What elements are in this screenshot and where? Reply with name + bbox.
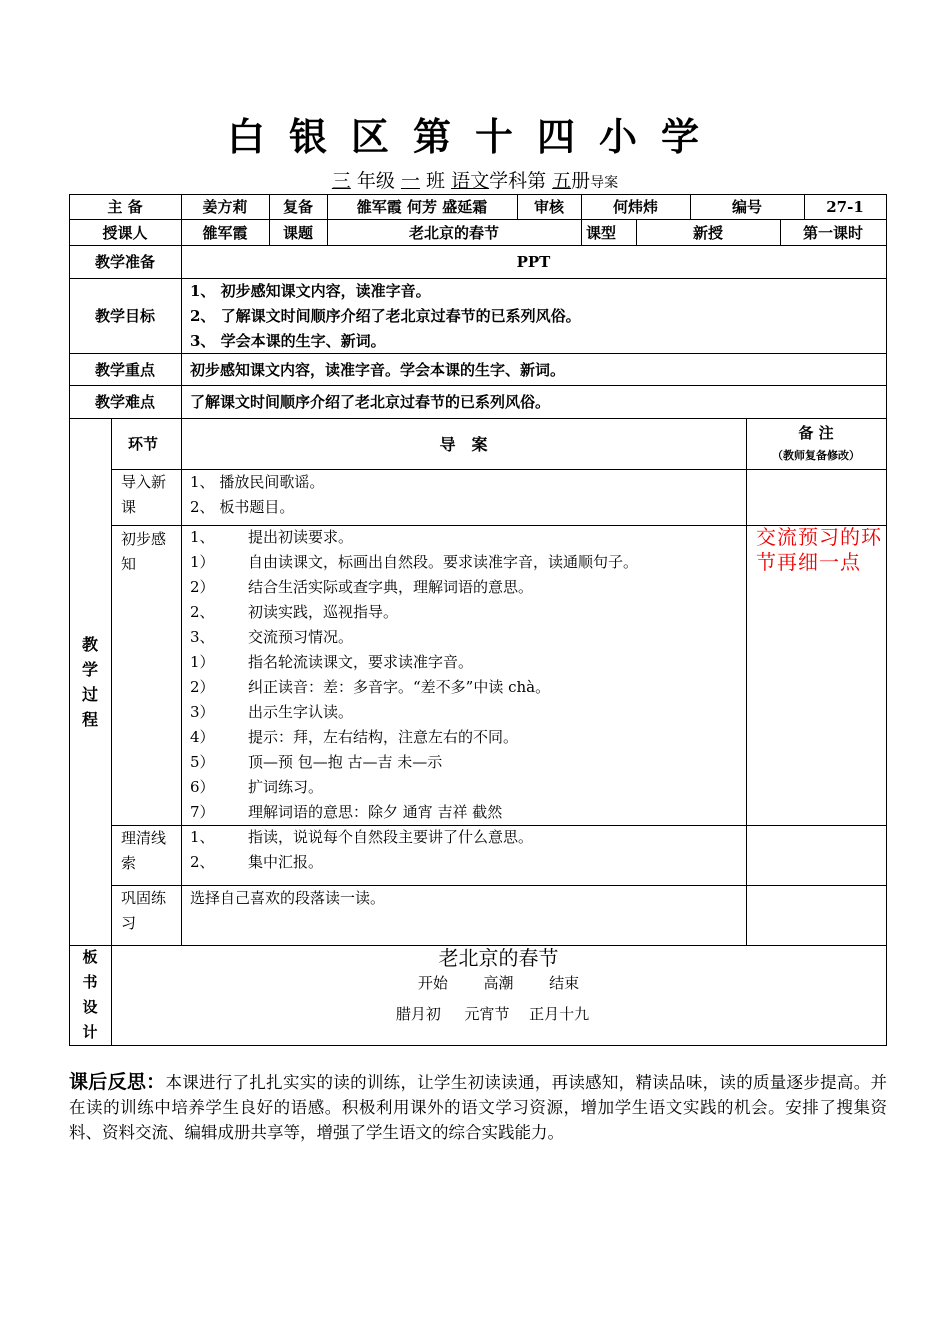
review-label: 复备	[282, 198, 313, 216]
item-number: 1、	[190, 528, 215, 546]
note-col-title: 备 注	[798, 424, 834, 442]
list-item	[190, 750, 740, 775]
stage-name-perceive: 初步感知	[121, 530, 167, 573]
plan-col-header: 导 案	[439, 435, 488, 454]
item-text: 播放民间歌谣。	[219, 473, 325, 491]
board-label-text: 板书设计	[82, 948, 98, 1041]
teacher-note: 交流预习的环节再细一点	[756, 525, 882, 574]
list-item	[190, 725, 740, 750]
teacher-value: 雒军霞	[202, 223, 248, 242]
topic-value: 老北京的春节	[408, 223, 499, 242]
school-title: 白银区第十四小学	[226, 114, 723, 159]
goals-label: 教学目标	[94, 307, 155, 325]
board-term: 高潮	[483, 974, 514, 992]
item-text: 顶—预 包—抱 古—吉 未—示	[248, 753, 443, 771]
item-number: 2）	[190, 578, 215, 596]
list-item	[190, 600, 740, 625]
item-text: 初读实践，巡视指导。	[248, 603, 399, 621]
item-text: 自由读课文，标画出自然段。要求读准字音，读通顺句子。	[248, 553, 639, 571]
stage-perceive-list	[190, 525, 740, 825]
list-item	[190, 575, 740, 600]
stage-name-intro: 导入新课	[121, 473, 167, 516]
board-term: 元宵节	[464, 1005, 510, 1023]
audit-label: 审核	[533, 198, 564, 216]
auditor-value: 何炜炜	[612, 198, 658, 216]
course-subtitle	[0, 166, 950, 193]
item-number: 2、	[190, 498, 215, 516]
board-term: 腊月初	[395, 1005, 441, 1023]
grade-suffix: 年级	[356, 170, 395, 192]
item-text: 集中汇报。	[248, 853, 324, 871]
item-number: 2、	[190, 853, 215, 871]
period-value: 第一课时	[802, 223, 863, 242]
key-label: 教学重点	[94, 360, 155, 379]
key-value: 初步感知课文内容，读准字音。学会本课的生字、新词。	[190, 360, 566, 379]
item-number: 4）	[190, 728, 215, 746]
stage-name-practice: 巩固练习	[121, 889, 167, 932]
diff-value: 了解课文时间顺序介绍了老北京过春节的已系列风俗。	[190, 393, 551, 411]
prep-label: 教学准备	[94, 253, 155, 271]
item-number: 1）	[190, 553, 215, 571]
process-label-text: 教学过程	[81, 634, 98, 729]
item-text: 出示生字认读。	[248, 703, 354, 721]
lead-value: 姜方莉	[202, 198, 248, 216]
list-item	[190, 800, 740, 825]
board-term: 开始	[417, 974, 448, 992]
type-value: 新授	[692, 223, 723, 242]
item-text: 交流预习情况。	[248, 628, 354, 646]
goals-list	[190, 279, 880, 354]
goal-item: 1、 初步感知课文内容，读准字音。	[190, 282, 431, 300]
board-row-2	[99, 1002, 886, 1027]
stage-name-clues: 理清线索	[121, 829, 167, 872]
list-item	[190, 470, 740, 495]
goal-item: 3、 学会本课的生字、新词。	[190, 332, 386, 350]
item-text: 指读，说说每个自然段主要讲了什么意思。	[248, 828, 534, 846]
stage-clues-list	[190, 825, 740, 875]
item-text: 理解词语的意思：除夕 通宵 吉祥 截然	[248, 803, 503, 821]
list-item	[190, 495, 740, 520]
list-item	[190, 650, 740, 675]
class-suffix: 班	[426, 170, 446, 192]
class: 一	[400, 170, 420, 192]
reflection	[69, 1070, 887, 1145]
item-number: 2）	[190, 678, 215, 696]
board-term: 结束	[549, 974, 580, 992]
board-row-1	[111, 971, 886, 996]
list-item	[190, 700, 740, 725]
item-text: 提出初读要求。	[248, 528, 354, 546]
item-text: 板书题目。	[219, 498, 295, 516]
list-item	[190, 550, 740, 575]
list-item	[190, 850, 740, 875]
reflection-text: 本课进行了扎扎实实的读的训练，让学生初读读通，再读感知，精读品味，读的质量逐步提高。并在读的训练中培养学生良好的语感。积极利用课外的语文学习资源，增加学生语文实践的机会。安排了搜集资料、资料交流、编辑成册共享等，增强了学生语文的综合实践能力。	[69, 1073, 887, 1142]
reflection-label: 课后反思：	[69, 1071, 166, 1093]
board-label	[69, 945, 111, 1045]
teacher-label: 授课人	[102, 223, 148, 242]
stage-intro-list	[190, 470, 740, 520]
item-text: 扩词练习。	[248, 778, 324, 796]
subject: 语文	[451, 170, 490, 192]
item-text: 结合生活实际或查字典，理解词语的意思。	[248, 578, 534, 596]
stage-col-header: 环节	[128, 435, 159, 453]
board-title: 老北京的春节	[438, 946, 559, 970]
topic-label: 课题	[282, 223, 313, 242]
item-text: 提示：拜，左右结构，注意左右的不同。	[248, 728, 519, 746]
reviewers-value: 雒军霞 何芳 盛延霜	[356, 198, 488, 216]
list-item	[190, 625, 740, 650]
stage-practice-text: 选择自己喜欢的段落读一读。	[190, 889, 386, 907]
volume-suffix: 册	[571, 170, 591, 192]
item-number: 3、	[190, 628, 215, 646]
item-text: 纠正读音：差：多音字。“差不多”中读 chà。	[248, 678, 551, 696]
board-term: 正月十九	[529, 1005, 590, 1023]
item-number: 1、	[190, 828, 215, 846]
doc-type: 导案	[590, 175, 619, 191]
item-number: 2、	[190, 603, 215, 621]
item-number: 7）	[190, 803, 215, 821]
item-number: 6）	[190, 778, 215, 796]
list-item	[190, 675, 740, 700]
type-label: 课型	[586, 223, 617, 242]
diff-label: 教学难点	[94, 393, 155, 411]
list-item	[190, 525, 740, 550]
item-number: 1、	[190, 473, 215, 491]
item-number: 5）	[190, 753, 215, 771]
goal-item: 2、 了解课文时间顺序介绍了老北京过春节的已系列风俗。	[190, 307, 581, 325]
board-content	[111, 946, 886, 1027]
lead-label: 主 备	[107, 198, 143, 216]
grade: 三	[331, 170, 351, 192]
prep-value: PPT	[516, 252, 551, 271]
item-number: 1）	[190, 653, 215, 671]
note-col-header	[746, 418, 886, 469]
note-col-subtitle: （教师复备修改）	[772, 449, 860, 462]
item-number: 3）	[190, 703, 215, 721]
volume: 五	[552, 170, 572, 192]
list-item	[190, 825, 740, 850]
number-value: 27-1	[826, 197, 864, 216]
subject-suffix: 学科第	[489, 170, 547, 192]
item-text: 指名轮流读课文，要求读准字音。	[248, 653, 474, 671]
number-label: 编号	[731, 198, 762, 216]
list-item	[190, 775, 740, 800]
process-label	[69, 418, 111, 945]
